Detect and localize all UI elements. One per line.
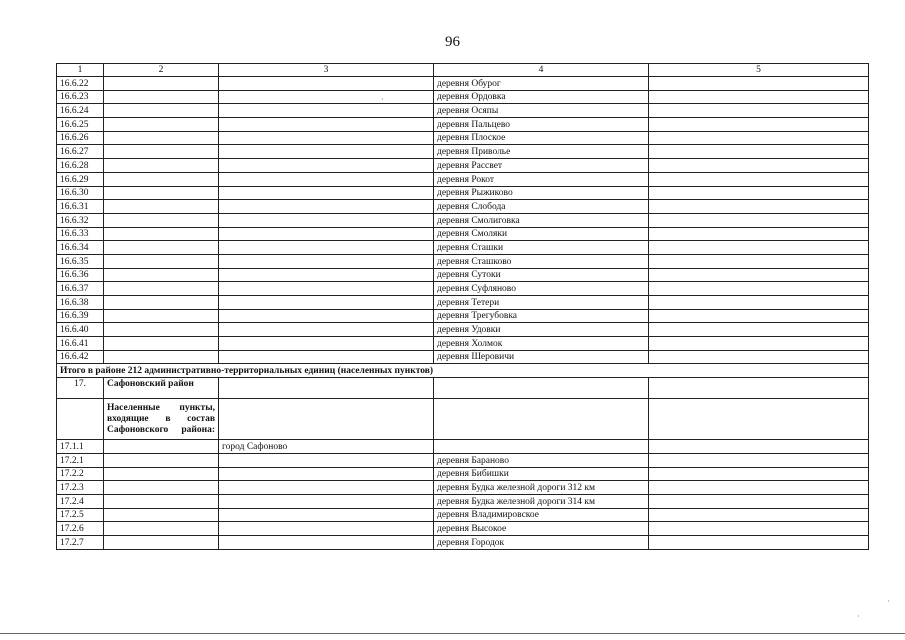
table-cell [649, 90, 869, 104]
table-row [57, 77, 869, 91]
settlement-name: деревня Смолиговка [434, 213, 649, 227]
settlement-name: деревня Сташки [434, 241, 649, 255]
region-row [57, 378, 869, 399]
table-cell [57, 399, 104, 440]
row-number: 17.2.3 [57, 481, 104, 495]
row-number: 16.6.29 [57, 172, 104, 186]
table-cell [219, 508, 434, 522]
settlement-name: деревня Осяпы [434, 104, 649, 118]
table-cell [219, 453, 434, 467]
row-number: 17.2.4 [57, 494, 104, 508]
table-row [57, 254, 869, 268]
table-cell [104, 350, 219, 364]
settlement-name: деревня Городок [434, 535, 649, 549]
row-number: 17.2.2 [57, 467, 104, 481]
settlement-name: деревня Удовки [434, 323, 649, 337]
row-number: 17.2.6 [57, 522, 104, 536]
row-number: 16.6.26 [57, 131, 104, 145]
table-cell [649, 200, 869, 214]
row-number: 16.6.28 [57, 159, 104, 173]
table-cell [104, 145, 219, 159]
table-cell [219, 296, 434, 310]
table-cell [649, 186, 869, 200]
settlement-name: деревня Будка железной дороги 312 км [434, 481, 649, 495]
table-cell [104, 118, 219, 132]
table-cell [219, 399, 434, 440]
table-cell [104, 104, 219, 118]
table-cell [219, 268, 434, 282]
table-cell [219, 213, 434, 227]
table-cell [649, 378, 869, 399]
table-row [57, 508, 869, 522]
total-row [57, 364, 869, 378]
table-cell [219, 172, 434, 186]
table-row [57, 535, 869, 549]
table-cell [219, 282, 434, 296]
row-number: 16.6.23 [57, 90, 104, 104]
page-number: 96 [445, 34, 460, 50]
table-cell [219, 145, 434, 159]
table-cell [219, 77, 434, 91]
settlement-name: деревня Бараново [434, 453, 649, 467]
table-cell [104, 200, 219, 214]
table-row [57, 467, 869, 481]
row-number: 16.6.42 [57, 350, 104, 364]
table-cell [649, 268, 869, 282]
row-number: 16.6.41 [57, 337, 104, 351]
row-number: 16.6.34 [57, 241, 104, 255]
table-row [57, 213, 869, 227]
table-cell [649, 323, 869, 337]
table-cell [104, 522, 219, 536]
table-row [57, 337, 869, 351]
scan-speck: · [381, 95, 384, 104]
table-cell [649, 172, 869, 186]
settlements-table [56, 63, 869, 550]
table-cell [434, 399, 649, 440]
table-cell [219, 159, 434, 173]
column-header: 3 [219, 64, 434, 77]
row-number: 16.6.36 [57, 268, 104, 282]
table-cell [649, 296, 869, 310]
column-header: 1 [57, 64, 104, 77]
table-row [57, 350, 869, 364]
row-number: 16.6.30 [57, 186, 104, 200]
table-cell [219, 309, 434, 323]
table-cell [649, 309, 869, 323]
table-cell [649, 145, 869, 159]
table-cell [104, 508, 219, 522]
table-cell [649, 440, 869, 454]
settlement-name: деревня Пальцево [434, 118, 649, 132]
table-cell [219, 118, 434, 132]
table-cell [104, 268, 219, 282]
table-row [57, 118, 869, 132]
table-cell [104, 467, 219, 481]
table-cell [649, 337, 869, 351]
table-cell [219, 535, 434, 549]
table-row [57, 522, 869, 536]
table-cell [219, 90, 434, 104]
table-cell [104, 337, 219, 351]
row-number: 16.6.33 [57, 227, 104, 241]
table-cell [649, 282, 869, 296]
row-number: 16.6.35 [57, 254, 104, 268]
table-row [57, 440, 869, 454]
table-cell [649, 399, 869, 440]
row-number: 16.6.37 [57, 282, 104, 296]
row-number: 16.6.32 [57, 213, 104, 227]
table-cell [219, 227, 434, 241]
table-cell [104, 282, 219, 296]
table-cell [219, 104, 434, 118]
settlement-name: деревня Рыжиково [434, 186, 649, 200]
subheader-row [57, 399, 869, 440]
table-cell [219, 467, 434, 481]
table-cell [104, 159, 219, 173]
table-cell [104, 241, 219, 255]
table-cell [104, 90, 219, 104]
table-cell [649, 104, 869, 118]
row-number: 16.6.24 [57, 104, 104, 118]
table-row [57, 323, 869, 337]
region-number: 17. [57, 378, 104, 399]
settlement-name: деревня Сутоки [434, 268, 649, 282]
row-number: 16.6.25 [57, 118, 104, 132]
table-cell [104, 296, 219, 310]
table-cell [104, 172, 219, 186]
settlement-name: деревня Приволье [434, 145, 649, 159]
scan-speck: · [857, 612, 860, 621]
table-cell [649, 350, 869, 364]
settlement-name: деревня Будка железной дороги 314 км [434, 494, 649, 508]
settlement-name: деревня Сташково [434, 254, 649, 268]
table-cell [219, 323, 434, 337]
table-cell [649, 227, 869, 241]
table-cell [104, 131, 219, 145]
table-cell [104, 77, 219, 91]
table-row [57, 296, 869, 310]
table-row [57, 241, 869, 255]
table-row [57, 159, 869, 173]
total-text: Итого в районе 212 административно-территориальных единиц (населенных пунктов) [57, 364, 869, 378]
table-cell [649, 522, 869, 536]
settlement-name: деревня Бибишки [434, 467, 649, 481]
table-row [57, 282, 869, 296]
settlement-name: деревня Высокое [434, 522, 649, 536]
table-cell [649, 159, 869, 173]
table-cell [219, 241, 434, 255]
table-cell [649, 453, 869, 467]
table-cell [104, 494, 219, 508]
table-cell [219, 378, 434, 399]
table-cell [434, 378, 649, 399]
table-row [57, 494, 869, 508]
page-bottom-rule [0, 633, 905, 634]
row-number: 16.6.22 [57, 77, 104, 91]
table-cell [104, 453, 219, 467]
table-cell [649, 131, 869, 145]
table-cell [104, 323, 219, 337]
header-row [57, 64, 869, 77]
table-row [57, 309, 869, 323]
table-row [57, 481, 869, 495]
row-number: 17.1.1 [57, 440, 104, 454]
table-cell [434, 440, 649, 454]
region-name: Сафоновский район [104, 378, 219, 399]
table-row [57, 90, 869, 104]
settlement-name: деревня Слобода [434, 200, 649, 214]
row-number: 17.2.7 [57, 535, 104, 549]
settlement-name: деревня Рокот [434, 172, 649, 186]
column-header: 2 [104, 64, 219, 77]
table-row [57, 172, 869, 186]
table-row [57, 227, 869, 241]
table-cell [104, 213, 219, 227]
settlement-name: деревня Трегубовка [434, 309, 649, 323]
table-row [57, 131, 869, 145]
table-cell [104, 535, 219, 549]
table-row [57, 145, 869, 159]
subheader-text: Населенные пункты, входящие в состав Сафоновского района: [104, 399, 219, 440]
table-cell [219, 481, 434, 495]
settlement-name: деревня Ордовка [434, 90, 649, 104]
column-header: 5 [649, 64, 869, 77]
table-cell [104, 186, 219, 200]
settlement-name: деревня Суфляново [434, 282, 649, 296]
table-cell [219, 522, 434, 536]
row-number: 16.6.31 [57, 200, 104, 214]
table-cell [219, 131, 434, 145]
settlement-name: деревня Плоское [434, 131, 649, 145]
settlement-name: город Сафоново [219, 440, 434, 454]
table-cell [104, 227, 219, 241]
table-cell [649, 494, 869, 508]
table-cell [104, 254, 219, 268]
settlement-name: деревня Владимировское [434, 508, 649, 522]
table-row [57, 453, 869, 467]
table-cell [649, 118, 869, 132]
row-number: 16.6.39 [57, 309, 104, 323]
table-body [57, 64, 869, 550]
table-cell [219, 200, 434, 214]
table-cell [649, 241, 869, 255]
settlement-name: деревня Холмок [434, 337, 649, 351]
column-header: 4 [434, 64, 649, 77]
scan-speck: · [887, 597, 890, 606]
row-number: 16.6.40 [57, 323, 104, 337]
settlement-name: деревня Тетери [434, 296, 649, 310]
table-cell [104, 481, 219, 495]
settlement-name: деревня Рассвет [434, 159, 649, 173]
table-cell [649, 481, 869, 495]
table-cell [649, 254, 869, 268]
settlement-name: деревня Обурог [434, 77, 649, 91]
table-cell [649, 77, 869, 91]
row-number: 17.2.5 [57, 508, 104, 522]
table-cell [219, 186, 434, 200]
table-row [57, 186, 869, 200]
table-cell [219, 350, 434, 364]
table-cell [649, 508, 869, 522]
table-cell [649, 213, 869, 227]
table-cell [219, 254, 434, 268]
table-row [57, 104, 869, 118]
table-cell [649, 535, 869, 549]
table-row [57, 200, 869, 214]
settlement-name: деревня Смоляки [434, 227, 649, 241]
table-row [57, 268, 869, 282]
settlement-name: деревня Шеровичи [434, 350, 649, 364]
table-cell [219, 494, 434, 508]
row-number: 16.6.38 [57, 296, 104, 310]
table-cell [104, 440, 219, 454]
row-number: 17.2.1 [57, 453, 104, 467]
table-cell [219, 337, 434, 351]
table-cell [649, 467, 869, 481]
table-cell [104, 309, 219, 323]
row-number: 16.6.27 [57, 145, 104, 159]
